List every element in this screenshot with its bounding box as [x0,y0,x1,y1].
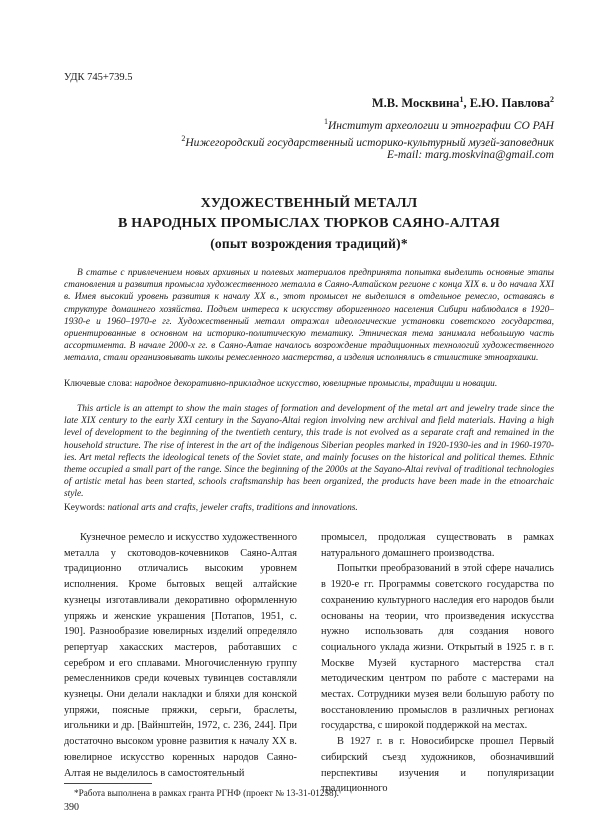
author-1: М.В. Москвина [371,96,460,111]
udc-code: УДК 745+739.5 [64,72,133,83]
email: E-mail: marg.moskvina@gmail.com [387,149,554,161]
keywords-russian [64,378,554,390]
keywords-english [64,502,554,514]
page-number: 390 [64,802,79,813]
keywords-english-label: Keywords: [64,503,108,513]
affiliation-1-text: Институт археологии и этнографии СО РАН [327,119,554,132]
body-column-right [321,530,554,797]
author-2-sup: 2 [550,95,554,104]
abstract-english: This article is an attempt to show the main stages of formation and development of the metal art and jewelry trade since the late XIX century to the early XXI century in the Sayano-Altai region involving new archival and field materials. Having a high level of development to the beginning of the twentieth century, this trade is not evolved as a separate craft and remained in the household structure. The rise of interest in the art of the indigenous Siberian peoples marked in 1920-1930-ies and in 1960-1970-ies. Art metal reflects the ideological tenets of the Soviet state, and mainly focuses on the historical and political themes. Ethnic theme occupied a small part of the range. Since the beginning of the 2000s at the Sayano-Altai revival of traditional technologies of artistic metal has been started, schools craftsmanship has been organized, the products have been made in the etnoarchaic style. [64,404,554,500]
title-line-2: В НАРОДНЫХ ПРОМЫСЛАХ ТЮРКОВ САЯНО-АЛТАЯ [118,216,500,231]
author-2: Е.Ю. Павлова [469,96,550,111]
author-separator: , [463,96,470,111]
body-paragraph: промысел, продолжая существовать в рамках натурального домашнего производства. [321,532,554,559]
keywords-english-value: national arts and crafts, jeweler crafts, traditions and innovations. [107,503,358,513]
affiliation-2-sup: 2 [181,134,186,143]
title-line-1: ХУДОЖЕСТВЕННЫЙ МЕТАЛЛ [200,196,418,211]
keywords-russian-label: Ключевые слова: [64,379,135,389]
title-footnote-mark: * [400,236,408,251]
footnote: *Работа выполнена в рамках гранта РГНФ (проект № 13-31-01258). [74,788,339,798]
keywords-russian-value: народное декоративно-прикладное искусство, ювелирные промыслы, традиции и новации. [134,379,498,389]
title-line-3: (опыт возрождения традиций)* [210,236,408,251]
authors [372,95,554,111]
body-paragraph: Попытки преобразований в этой сфере начались в 1920-е гг. Программы советского государства по сохранению культурного наследия его народов были основаны на теории, что произведения искусства нужно использовать для создания нового социального уклада жизни. Открытый в 1925 г. в г. Москве Музей кустарного мастерства стал методическим центром по работе с мастерами на местах. Сотрудники музея вели большую работу по восстановлению промыслов в различных регионах государства, с широкой поддержкой на местах. [321,563,554,732]
affiliation-1-sup: 1 [323,117,328,126]
article-title [64,194,554,254]
body-paragraph: В 1927 г. в г. Новосибирске прошел Первый сибирский съезд художников, обозначивший перспективы изучения и популяризации традиционного [321,736,554,795]
footnote-divider [64,783,152,784]
abstract-russian: В статье с привлечением новых архивных и полевых материалов предпринята попытка выделить основные этапы становления и развития промысла художественного металла в Саяно-Алтайском регионе с конца XIX в. и до начала XXI в. Имея высокий уровень развития к началу XX в., этот промысел не выделился в отдельное ремесло, оставаясь в структуре домашнего хозяйства. Подъем интереса к искусству аборигенного населения Сибири наблюдался в 1920–1930-е и 1960–1970-е гг. Художественный металл отражал идеологические установки советского государства, ориентированные в основном на историко-политическую тематику. Этническая тема занимала небольшую часть ассортимента. В начале 2000-х гг. в Саяно-Алтае началось возрождение традиционных технологий художественного металла, стали организовывать школы ремесленного мастерства, а изделия исполнялись в стилистике этноархаики. [64,268,554,364]
body-paragraph: Кузнечное ремесло и искусство художественного металла у скотоводов-кочевников Саяно-Алтая традиционно отличались высоким уровнем исполнения. Кроме бытовых вещей алтайские кузнецы изготавливали декоративно оформленную упряжь и женские украшения [Потапов, 1951, с. 190]. Разнообразие ювелирных изделий определяло репертуар хакасских мастеров, работавших с серебром и его сплавами. Многочисленную группу ремесленников среди кочевых тувинцев составляли кузнецы. Они делали накладки и бляхи для конской упряжи, поясные пряжки, серьги, браслеты, игольники и др. [Вайнштейн, 1972, с. 236, 244]. При достаточно высоком уровне развития к началу XX в. ювелирное искусство коренных народов Саяно-Алтая не выделилось в самостоятельный [64,532,297,779]
affiliation-2-text: Нижегородский государственный историко-культурный музей-заповедник [185,136,554,149]
author-1-sup: 1 [459,95,464,104]
body-column-left [64,530,297,781]
